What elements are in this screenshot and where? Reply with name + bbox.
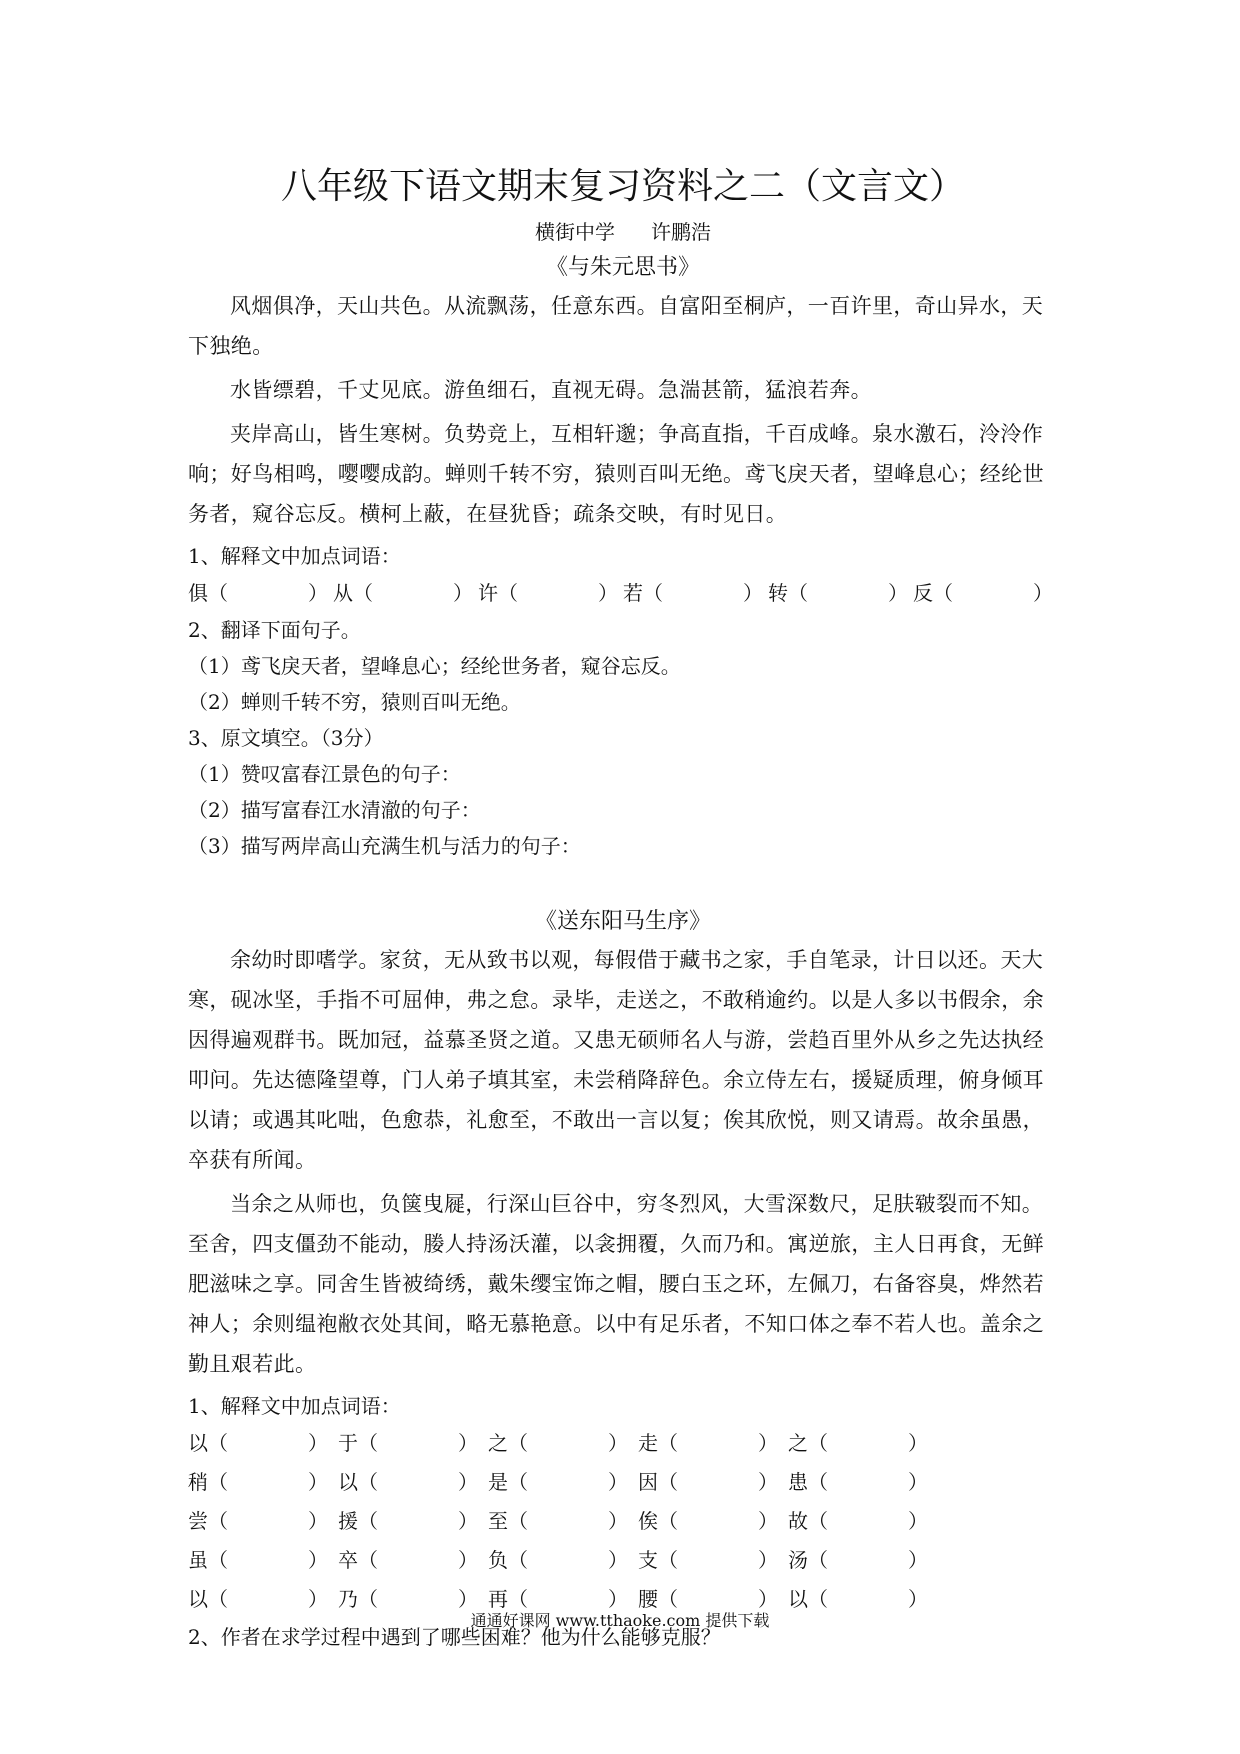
question-item: （1）鸢飞戾天者，望峰息心；经纶世务者，窥谷忘反。 <box>188 654 681 678</box>
question-item: （1）赞叹富春江景色的句子： <box>188 762 461 786</box>
word-blank: 乃（ ） <box>338 1587 478 1611</box>
word-blank: 援（ ） <box>338 1509 478 1533</box>
section-1-paragraph: 风烟俱净，天山共色。从流飘荡，任意东西。自富阳至桐庐，一百许里，奇山异水，天下独绝。 <box>188 294 1044 358</box>
word-blank: 因（ ） <box>638 1470 778 1494</box>
word-blank: 以（ ） <box>188 1587 328 1611</box>
word-blank: 之（ ） <box>488 1431 628 1455</box>
author-name: 许鹏浩 <box>651 220 711 244</box>
word-blank: 支（ ） <box>638 1548 778 1572</box>
word-blank: 以（ ） <box>788 1587 928 1611</box>
section-1-paragraph: 夹岸高山，皆生寒树。负势竞上，互相轩邈；争高直指，千百成峰。泉水激石，泠泠作响；好鸟相鸣，嘤嘤成韵。蝉则千转不穷，猿则百叫无绝。鸢飞戾天者，望峰息心；经纶世务者，窥谷忘反。横柯上蔽，在昼犹昏；疏条交映，有时见日。 <box>188 422 1044 526</box>
word-blank: 以（ ） <box>338 1470 478 1494</box>
section-1-paragraph: 水皆缥碧，千丈见底。游鱼细石，直视无碍。急湍甚箭，猛浪若奔。 <box>230 378 872 402</box>
school-name: 横街中学 <box>535 220 615 244</box>
word-blank: 走（ ） <box>638 1431 778 1455</box>
footer-credit: 通通好课网 www.tthaoke.com 提供下载 <box>470 1611 770 1630</box>
word-blank: 俱（ ） <box>188 581 328 605</box>
word-blank: 若（ ） <box>623 581 763 605</box>
question-item: （3）描写两岸高山充满生机与活力的句子： <box>188 834 581 858</box>
word-blank: 反（ ） <box>913 581 1053 605</box>
section-1-title: 《与朱元思书》 <box>545 255 700 280</box>
word-blank: 以（ ） <box>188 1431 328 1455</box>
author-line <box>188 214 1058 250</box>
word-blank: 许（ ） <box>478 581 618 605</box>
word-blank: 转（ ） <box>768 581 908 605</box>
section-1-word-list <box>188 574 1058 612</box>
word-blank: 故（ ） <box>788 1509 928 1533</box>
document-page <box>188 160 1058 1655</box>
word-blank: 虽（ ） <box>188 1548 328 1572</box>
question-item: （2）蝉则千转不穷，猿则百叫无绝。 <box>188 690 521 714</box>
section-2-question-2: 2、作者在求学过程中遇到了哪些困难？他为什么能够克服？ <box>188 1625 721 1649</box>
section-2-question-1: 1、解释文中加点词语： <box>188 1394 401 1418</box>
word-blank: 至（ ） <box>488 1509 628 1533</box>
word-blank: 稍（ ） <box>188 1470 328 1494</box>
section-2-paragraph: 当余之从师也，负箧曳屣，行深山巨谷中，穷冬烈风，大雪深数尺，足肤皲裂而不知。至舍，四支僵劲不能动，媵人持汤沃灌，以衾拥覆，久而乃和。寓逆旅，主人日再食，无鲜肥滋味之享。同舍生皆被绮绣，戴朱缨宝饰之帽，腰白玉之环，左佩刀，右备容臭，烨然若神人；余则缊袍敝衣处其间，略无慕艳意。以中有足乐者，不知口体之奉不若人也。盖余之勤且艰若此。 <box>188 1192 1044 1376</box>
word-blank: 之（ ） <box>788 1431 928 1455</box>
word-blank: 于（ ） <box>338 1431 478 1455</box>
section-1-question-3: 3、原文填空。（3分） <box>188 726 384 750</box>
page-title: 八年级下语文期末复习资料之二（文言文） <box>280 166 965 207</box>
section-2-title: 《送东阳马生序》 <box>534 909 711 934</box>
section-1-question-1: 1、解释文中加点词语： <box>188 544 401 568</box>
section-2-word-grid <box>188 1424 1058 1619</box>
word-blank: 是（ ） <box>488 1470 628 1494</box>
section-spacer <box>188 864 1058 904</box>
word-blank: 尝（ ） <box>188 1509 328 1533</box>
word-blank: 腰（ ） <box>638 1587 778 1611</box>
word-blank: 汤（ ） <box>788 1548 928 1572</box>
section-1-question-2: 2、翻译下面句子。 <box>188 618 361 642</box>
word-blank: 再（ ） <box>488 1587 628 1611</box>
word-blank: 俟（ ） <box>638 1509 778 1533</box>
word-blank: 从（ ） <box>333 581 473 605</box>
word-blank: 患（ ） <box>788 1470 928 1494</box>
section-2-paragraph: 余幼时即嗜学。家贫，无从致书以观，每假借于藏书之家，手自笔录，计日以还。天大寒，砚冰坚，手指不可屈伸，弗之怠。录毕，走送之，不敢稍逾约。以是人多以书假余，余因得遍观群书。既加冠，益慕圣贤之道。又患无硕师名人与游，尝趋百里外从乡之先达执经叩问。先达德隆望尊，门人弟子填其室，未尝稍降辞色。余立侍左右，援疑质理，俯身倾耳以请；或遇其叱咄，色愈恭，礼愈至，不敢出一言以复；俟其欣悦，则又请焉。故余虽愚，卒获有所闻。 <box>188 948 1044 1172</box>
word-blank: 负（ ） <box>488 1548 628 1572</box>
word-blank: 卒（ ） <box>338 1548 478 1572</box>
question-item: （2）描写富春江水清澈的句子： <box>188 798 481 822</box>
